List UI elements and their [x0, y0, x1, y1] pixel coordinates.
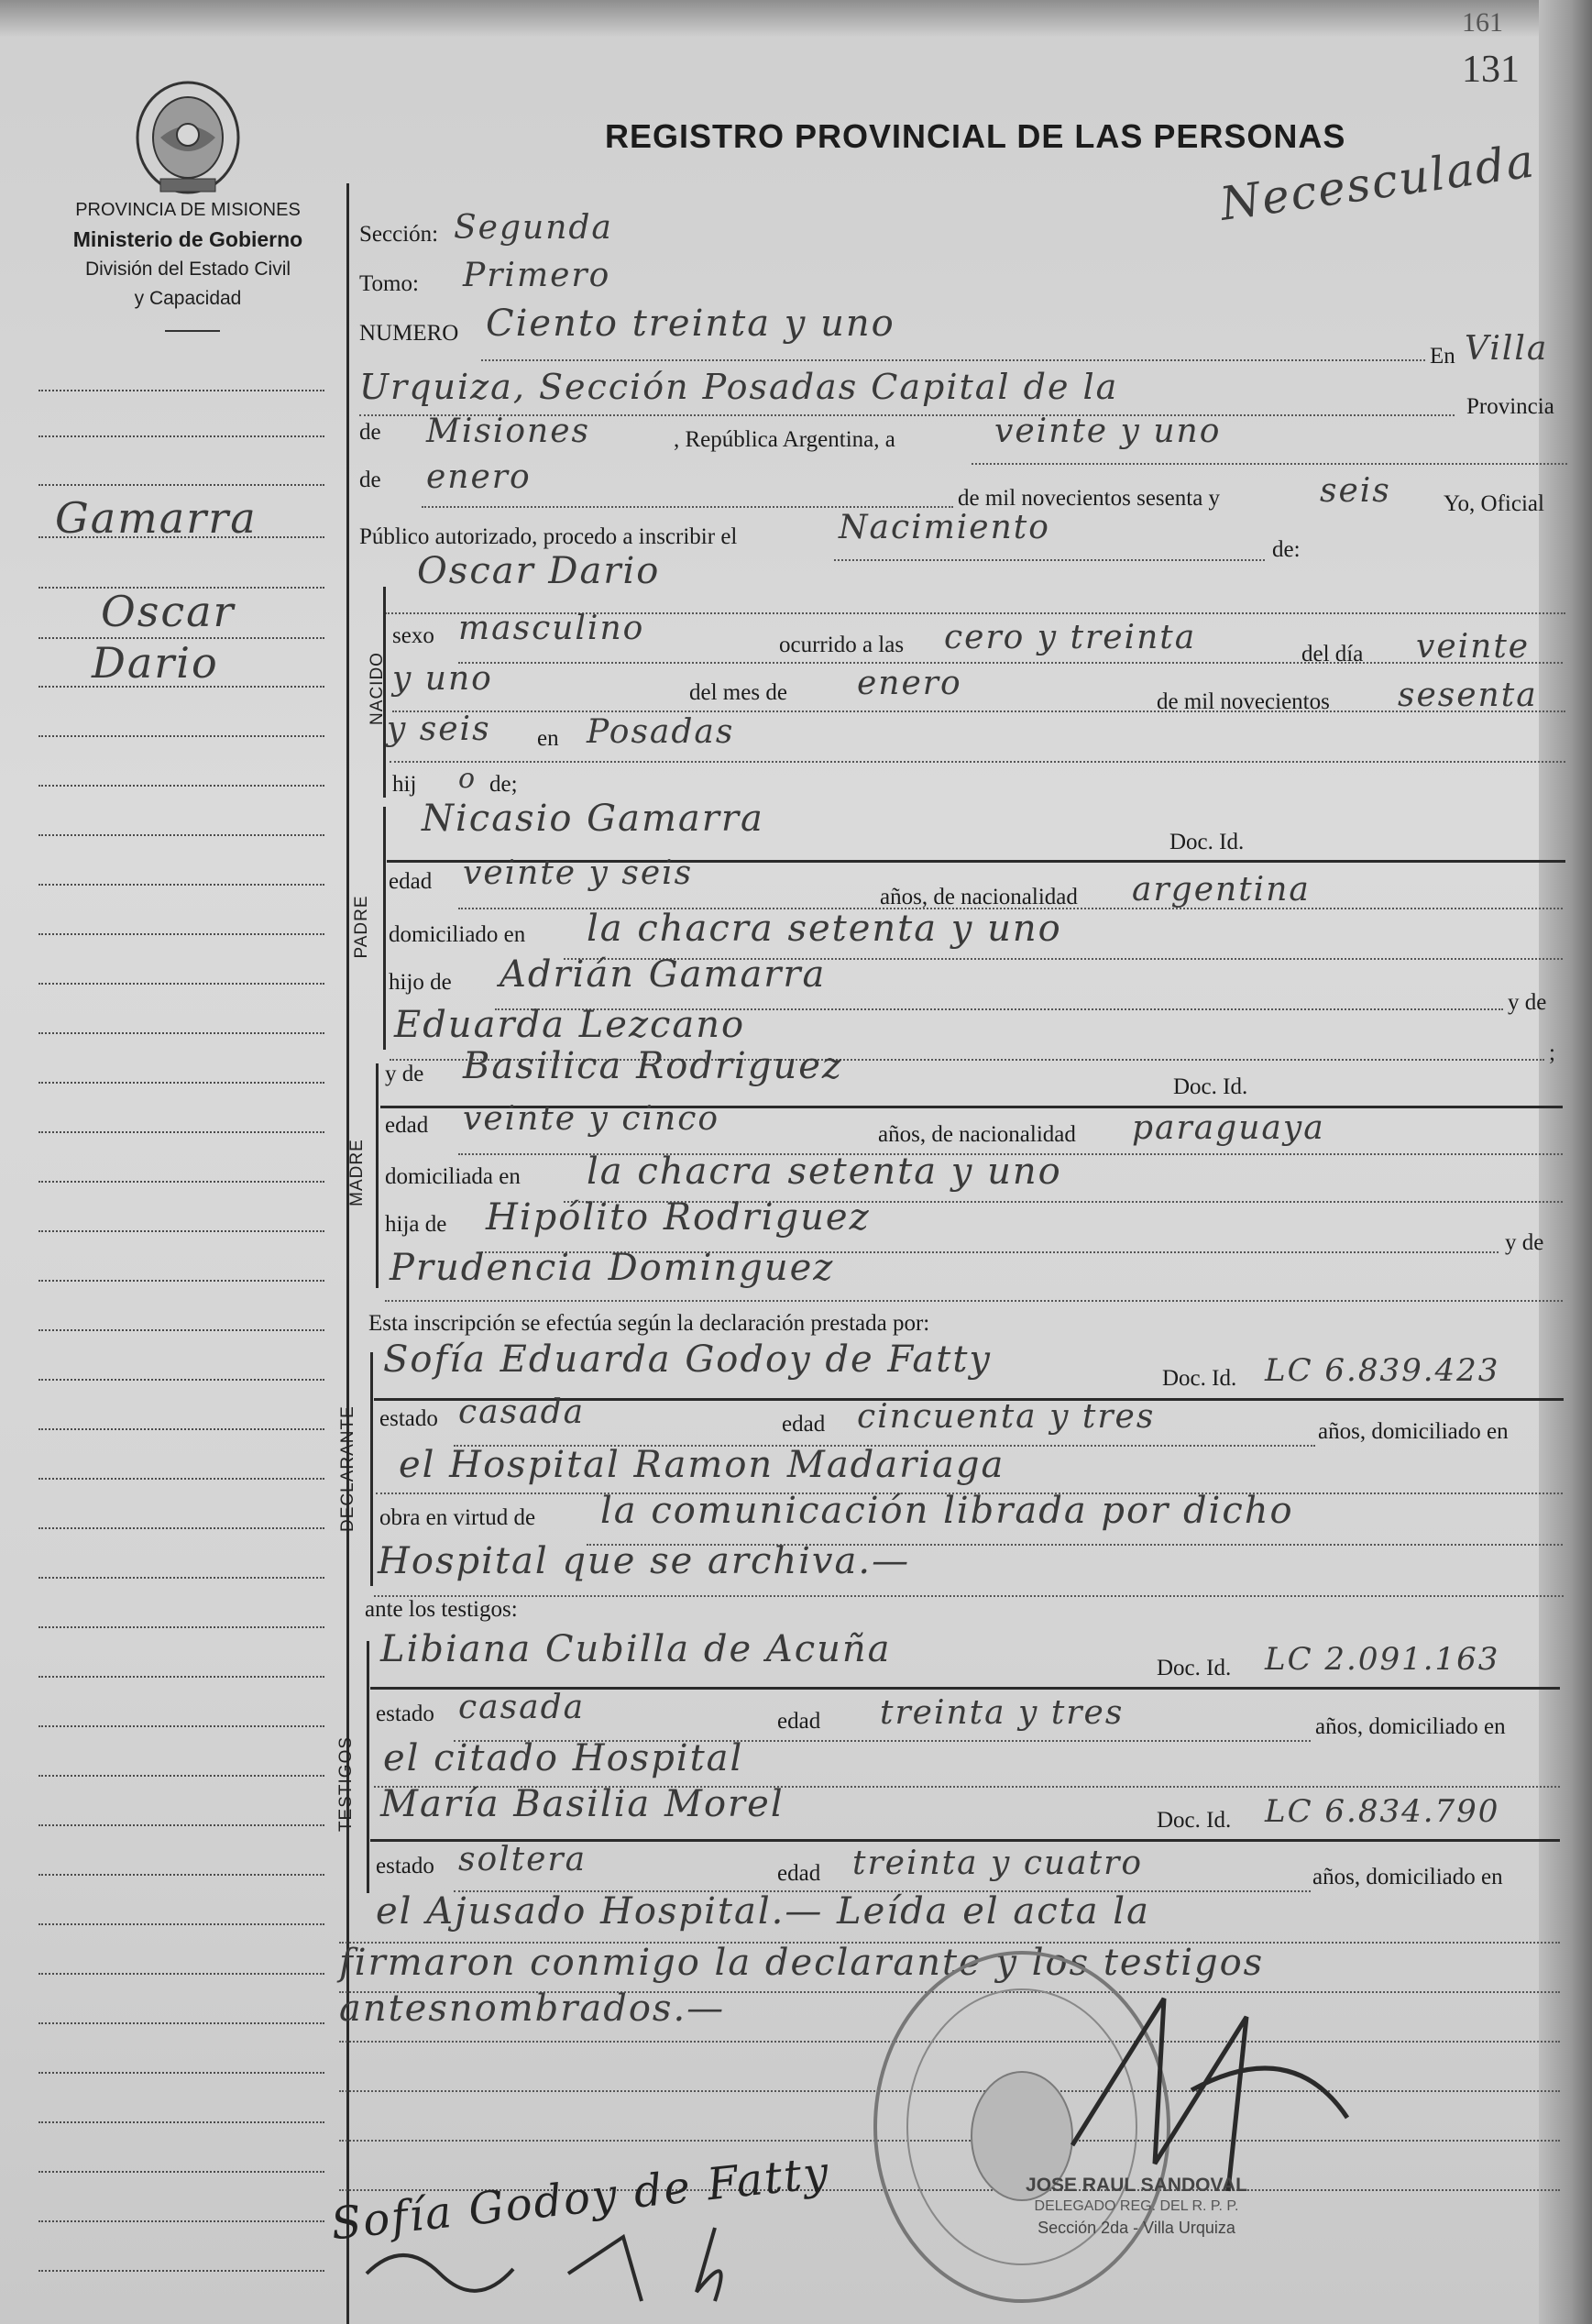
hijo-label: hij: [392, 772, 417, 797]
anio-1-value: sesenta: [1398, 677, 1538, 714]
declarante-edad: cincuenta y tres: [857, 1398, 1156, 1436]
declarante-obra-2: Hospital que se archiva.—: [378, 1540, 911, 1582]
mes-value: enero: [426, 458, 532, 496]
padre-dom-label: domiciliado en: [389, 922, 526, 947]
en-lugar-label: en: [537, 726, 559, 751]
mes-label: del mes de: [689, 680, 787, 705]
madre-nac-label: años, de nacionalidad: [878, 1122, 1076, 1147]
declarante-obra-label: obra en virtud de: [379, 1505, 536, 1530]
padre-side-label: PADRE: [352, 895, 371, 959]
declarante-signature: Sofía Godoy de Fatty: [328, 2146, 833, 2251]
de-mes-label: de: [359, 468, 381, 492]
lugar-2: Urquiza, Sección Posadas Capital de la: [359, 367, 1119, 407]
testigo-2-nombre: María Basilia Morel: [380, 1783, 785, 1825]
testigo-2-dom-label: años, domiciliado en: [1312, 1865, 1503, 1889]
acto-dots: [834, 559, 1265, 561]
hijo-suffix: o: [458, 763, 478, 795]
declarante-edad-label: edad: [782, 1412, 826, 1437]
seal-official-section: Sección 2da - Villa Urquiza: [1038, 2219, 1235, 2237]
document-title: REGISTRO PROVINCIAL DE LAS PERSONAS: [605, 117, 1346, 155]
declarante-side-label: DECLARANTE: [338, 1405, 357, 1532]
mes-nac-value: enero: [857, 665, 962, 702]
witness-signatures: [348, 2219, 733, 2319]
testigo-1-nombre: Libiana Cubilla de Acuña: [380, 1628, 892, 1670]
de-colon-label: de:: [1272, 537, 1301, 562]
testigo-2-estado: soltera: [458, 1841, 587, 1878]
declarante-doc-label: Doc. Id.: [1162, 1366, 1237, 1391]
padre-bracket: [383, 807, 386, 1050]
madre-y-de-label: y de: [385, 1062, 424, 1086]
padre-nombre: Nicasio Gamarra: [422, 798, 764, 840]
declarante-domicilio: el Hospital Ramon Madariaga: [399, 1444, 1005, 1486]
declarante-obra2-dots: [374, 1595, 1564, 1597]
declarante-estado: casada: [458, 1393, 586, 1431]
padre-madre-de: Eduarda Lezcano: [394, 1004, 746, 1046]
province-emblem: [133, 78, 243, 197]
declarante-bracket: [370, 1352, 373, 1586]
madre-edad-label: edad: [385, 1113, 429, 1138]
padre-domicilio: la chacra setenta y uno: [587, 908, 1062, 950]
lugar-1: Villa: [1465, 330, 1549, 368]
sexo-label: sexo: [392, 623, 434, 648]
madre-hija-label: hija de: [385, 1212, 447, 1237]
madre-y-de-label-2: y de: [1505, 1230, 1544, 1255]
testigo-2-dom: el Ajusado Hospital.— Leída el acta la: [376, 1890, 1150, 1933]
testigo-1-edad-label: edad: [777, 1709, 821, 1734]
testigo-1-doc-label: Doc. Id.: [1157, 1656, 1232, 1680]
province-label: PROVINCIA DE MISIONES: [75, 200, 301, 220]
padre-hijo-label: hijo de: [389, 970, 452, 995]
padre-edad: veinte y seis: [463, 854, 694, 892]
anio-label: de mil novecientos: [1157, 689, 1330, 714]
corner-annotation: Necesculada: [1216, 134, 1539, 231]
testigo-2-estado-label: estado: [376, 1854, 434, 1878]
padre-edad-label: edad: [389, 869, 433, 894]
testigo-1-estado: casada: [458, 1689, 586, 1726]
testigo-2-edad-label: edad: [777, 1861, 821, 1886]
numero-value: Ciento treinta y uno: [486, 303, 895, 345]
anio-2-value: y seis: [387, 710, 491, 748]
hora-label: ocurrido a las: [779, 633, 905, 657]
padre-doc-label: Doc. Id.: [1169, 830, 1245, 854]
publico-label: Público autorizado, procedo a inscribir el: [359, 524, 738, 549]
page-number-old: 161: [1462, 7, 1503, 38]
republica-label: , República Argentina, a: [674, 427, 895, 452]
declarante-nombre: Sofía Eduarda Godoy de Fatty: [383, 1338, 993, 1381]
madre-madre-de: Prudencia Dominguez: [390, 1247, 835, 1289]
division-label-1: División del Estado Civil: [84, 259, 291, 280]
nombre-inscripto: Oscar Dario: [417, 550, 661, 592]
page-number: 131: [1462, 49, 1520, 91]
madre-padre-de: Hipólito Rodriguez: [486, 1196, 871, 1239]
declarante-doc: LC 6.839.423: [1265, 1352, 1500, 1389]
en-label: En: [1430, 344, 1455, 369]
declarante-dom-label: años, domiciliado en: [1318, 1419, 1509, 1444]
madre-dom-label: domiciliada en: [385, 1164, 521, 1189]
novecientos-label: de mil novecientos sesenta y: [958, 486, 1221, 511]
declarante-estado-label: estado: [379, 1406, 438, 1431]
yo-oficial-label: Yo, Oficial: [1444, 491, 1544, 516]
mes-nac-dots: [392, 710, 1565, 712]
testigo-2-edad: treinta y cuatro: [852, 1845, 1143, 1882]
padre-y-de-label: y de: [1508, 990, 1547, 1015]
madre-side-label: MADRE: [347, 1139, 367, 1206]
dia-value: veinte y uno: [994, 413, 1222, 450]
margin-surname: Gamarra: [55, 493, 258, 543]
declaracion-intro: Esta inscripción se efectúa según la declaración prestada por:: [368, 1311, 930, 1336]
testigo-1-dom: el citado Hospital: [383, 1737, 744, 1779]
sexo-dots: [458, 662, 1563, 664]
margin-name-2: Dario: [92, 638, 219, 688]
testigo-2-doc-label: Doc. Id.: [1157, 1808, 1232, 1833]
cierre-2: antesnombrados.—: [339, 1988, 726, 2030]
declarante-obra-1: la comunicación librada por dicho: [600, 1490, 1294, 1532]
testigo-1-edad: treinta y tres: [880, 1694, 1125, 1732]
division-label-2: y Capacidad: [134, 288, 242, 309]
page-top-edge: [0, 0, 1592, 37]
tomo-value: Primero: [463, 257, 611, 294]
madre-nacionalidad: paraguaya: [1132, 1109, 1325, 1147]
testigo-1-doc: LC 2.091.163: [1265, 1641, 1500, 1678]
padre-padre-de: Adrián Gamarra: [500, 953, 827, 996]
madre-doc-label: Doc. Id.: [1173, 1074, 1248, 1099]
numero-dots: [481, 359, 1425, 361]
acto-value: Nacimiento: [839, 509, 1050, 546]
madre-madre-dots: [385, 1300, 1563, 1302]
de-label: de: [359, 420, 381, 445]
seal-official-title: DELEGADO REG. DEL R. P. P.: [1034, 2198, 1239, 2214]
lugar-nac-dots: [390, 761, 1565, 763]
padre-nac-label: años, de nacionalidad: [880, 885, 1078, 909]
testigos-side-label: TESTIGOS: [336, 1735, 356, 1833]
mes-dots: [422, 506, 953, 508]
testigo-1-dom-label: años, domiciliado en: [1315, 1714, 1506, 1739]
provincia-value: Misiones: [426, 413, 591, 450]
dia-dots: [972, 463, 1567, 465]
seccion-label: Sección:: [359, 222, 439, 247]
numero-label: NUMERO: [359, 321, 459, 346]
testigo-1-estado-label: estado: [376, 1702, 434, 1726]
dia-2-value: y uno: [392, 660, 493, 698]
division-underline: [165, 330, 220, 332]
padre-nacionalidad: argentina: [1132, 871, 1311, 909]
margin-name-1: Oscar: [101, 587, 236, 636]
madre-nombre: Basilica Rodriguez: [463, 1045, 843, 1087]
seal-official-name: JOSE RAUL SANDOVAL: [1026, 2175, 1247, 2196]
ministry-label: Ministerio de Gobierno: [72, 227, 303, 251]
testigo-2-doc: LC 6.834.790: [1265, 1793, 1500, 1830]
provincia-label: Provincia: [1466, 394, 1554, 419]
anio-value: seis: [1320, 472, 1391, 510]
hora-value: cero y treinta: [944, 619, 1197, 656]
testigos-bracket: [367, 1641, 369, 1893]
madre-edad: veinte y cinco: [463, 1100, 720, 1138]
sexo-value: masculino: [458, 610, 645, 647]
hijo-de-label: de;: [489, 772, 518, 797]
seccion-value: Segunda: [454, 209, 613, 247]
del-dia-label: del día: [1301, 642, 1364, 666]
padre-semicolon: ;: [1549, 1041, 1555, 1065]
tomo-label: Tomo:: [359, 271, 419, 296]
testigos-intro: ante los testigos:: [365, 1597, 518, 1622]
cierre-1: firmaron conmigo la declarante y los testigos: [339, 1942, 1265, 1984]
madre-domicilio: la chacra setenta y uno: [587, 1151, 1062, 1193]
lugar-nac-value: Posadas: [587, 713, 735, 751]
dia-1-value: veinte: [1416, 628, 1531, 666]
nacido-side-label: NACIDO: [368, 652, 387, 725]
madre-bracket: [376, 1063, 379, 1288]
